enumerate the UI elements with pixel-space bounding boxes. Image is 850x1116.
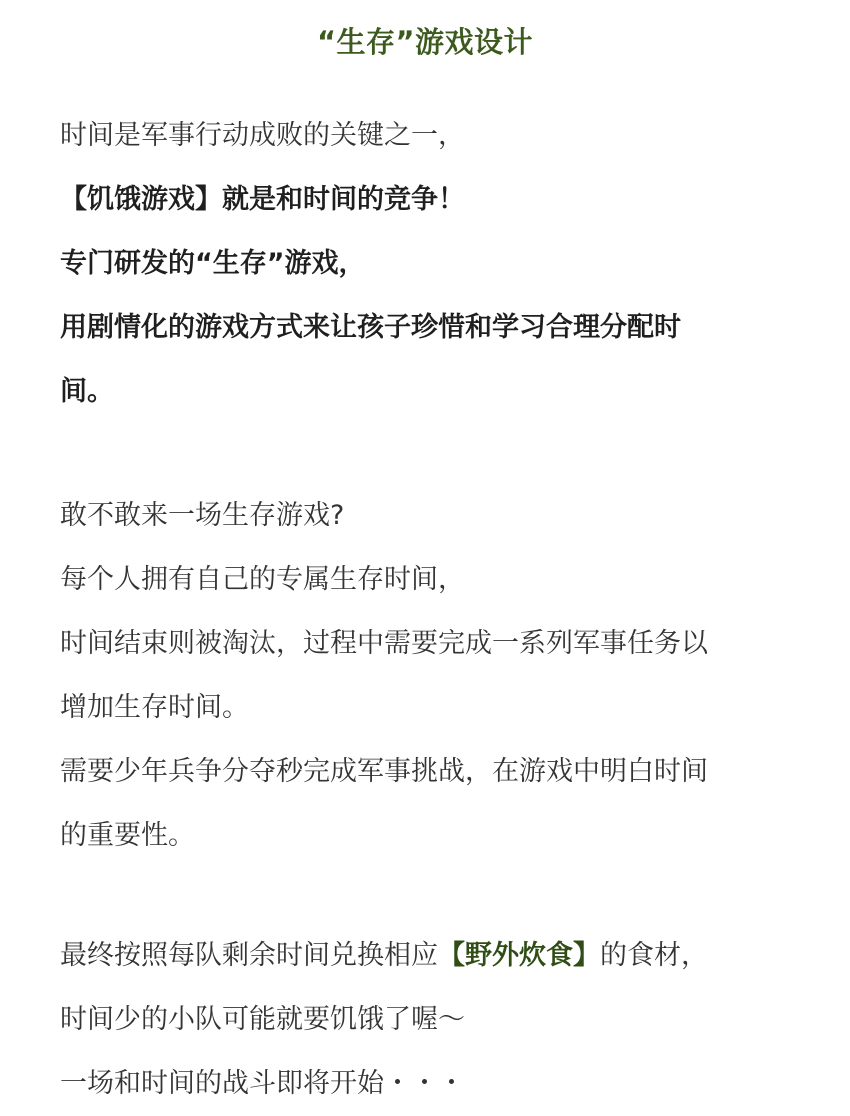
paragraph-outcome — [60, 924, 800, 1116]
bold-text-line: 专门研发的“生存”游戏， — [60, 248, 366, 279]
bold-text-line: 间。 — [60, 376, 114, 407]
article-title: “生存”游戏设计 — [316, 25, 534, 59]
text-line: 时间少的小队可能就要饥饿了喔～ — [60, 1004, 465, 1035]
text-line: 的重要性。 — [60, 820, 195, 851]
text-line: 敢不敢来一场生存游戏? — [60, 500, 345, 531]
text-line: 需要少年兵争分夺秒完成军事挑战，在游戏中明白时间 — [60, 756, 708, 787]
paragraph-spacer — [60, 424, 800, 484]
highlight-text: 【野外炊食】 — [438, 940, 600, 971]
text-prefix: 最终按照每队剩余时间兑换相应 — [60, 940, 438, 971]
paragraph-intro — [60, 104, 800, 424]
text-line: 一场和时间的战斗即将开始・・・ — [60, 1068, 465, 1099]
text-line: 时间是军事行动成败的关键之一， — [60, 120, 465, 151]
text-line: 时间结束则被淘汰，过程中需要完成一系列军事任务以 — [60, 628, 708, 659]
text-line: 增加生存时间。 — [60, 692, 249, 723]
article-body — [60, 104, 800, 1116]
text-line — [60, 924, 800, 988]
bold-text-line: 【饥饿游戏】就是和时间的竞争！ — [60, 184, 465, 215]
text-suffix: 的食材， — [600, 940, 708, 971]
paragraph-rules — [60, 484, 800, 868]
bold-text-line: 用剧情化的游戏方式来让孩子珍惜和学习合理分配时 — [60, 312, 681, 343]
text-line: 每个人拥有自己的专属生存时间， — [60, 564, 465, 595]
paragraph-spacer — [60, 868, 800, 924]
